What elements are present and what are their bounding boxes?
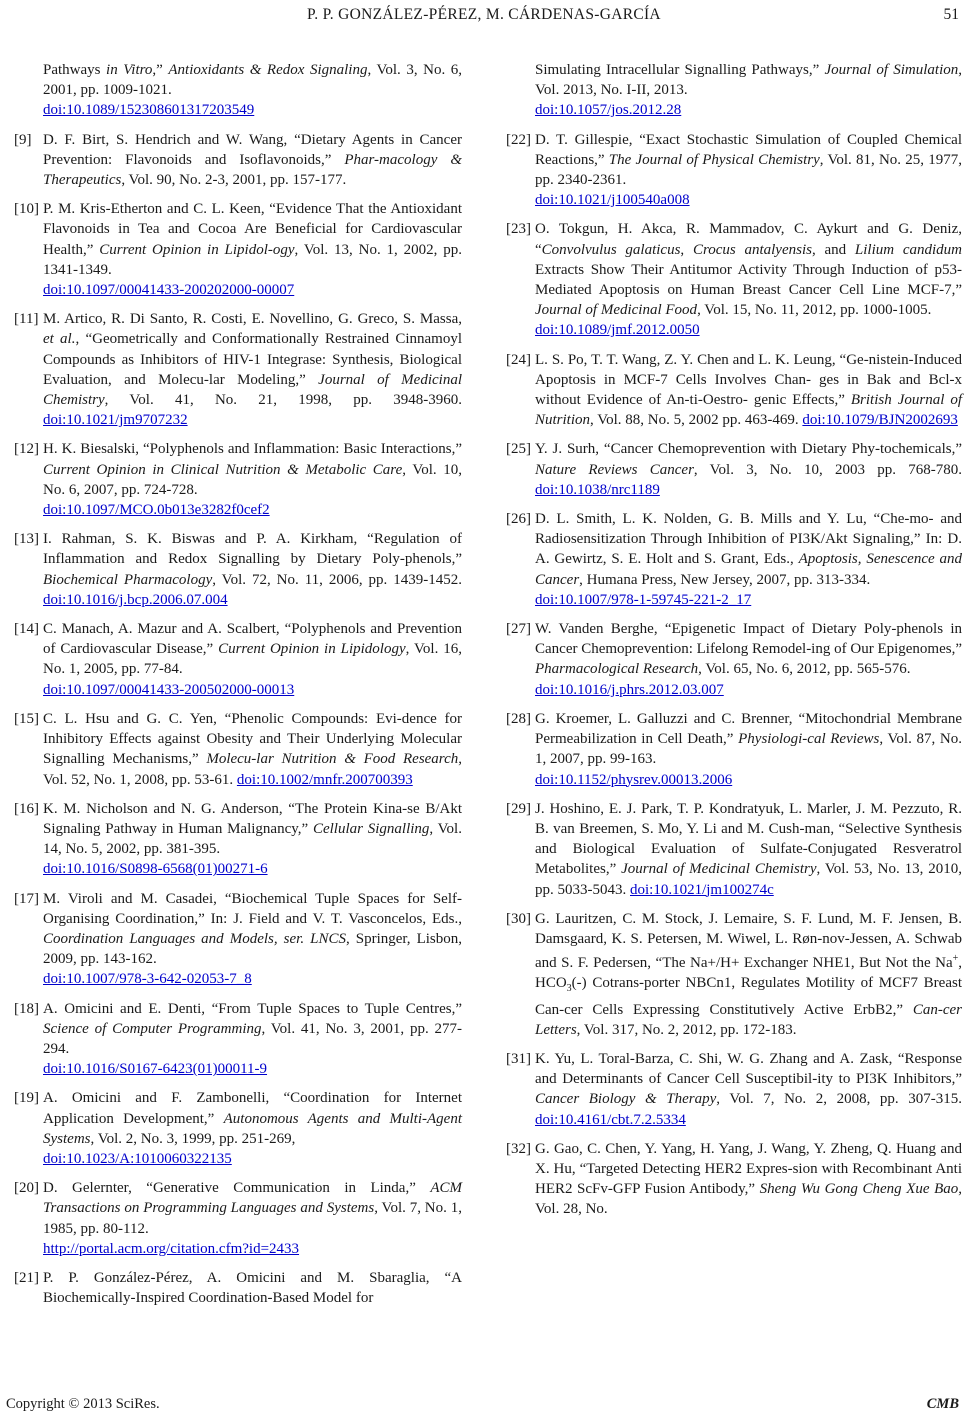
reference-item <box>506 1139 962 1220</box>
reference-number: [19] <box>14 1090 39 1107</box>
reference-number: [29] <box>506 800 531 817</box>
reference-item <box>506 619 962 700</box>
reference-number: [21] <box>14 1269 39 1286</box>
reference-number: [23] <box>506 221 531 238</box>
reference-item <box>14 309 462 430</box>
doi-link[interactable]: doi:10.1016/S0898-6568(01)00271-6 <box>43 861 268 878</box>
page-footer <box>6 1396 959 1416</box>
reference-text: P. M. Kris-Etherton and C. L. Keen, “Evidence That the Antioxidant Flavonoids in Tea and Cocoa Are Beneficial for Cardiovascular Health,” Current Opinion in Lipidol-ogy, Vol. 13, No. 1, 2002, pp. 1341-1349. doi:10.1097/00041433-200202000-00007 <box>43 199 462 300</box>
reference-number: [16] <box>14 800 39 817</box>
reference-text: D. F. Birt, S. Hendrich and W. Wang, “Dietary Agents in Cancer Prevention: Flavonoids and Isoflavonoids,” Phar-macology & Therapeutics, Vol. 90, No. 2-3, 2001, pp. 157-177. <box>43 131 462 189</box>
reference-continuation: Simulating Intracellular Signalling Pathways,” Journal of Simulation, Vol. 2013, No. I-II, 2013. doi:10.1057/jos.2012.28 <box>535 60 962 121</box>
header-authors: P. P. GONZÁLEZ-PÉREZ, M. CÁRDENAS-GARCÍA <box>307 6 661 23</box>
reference-text: W. Vanden Berghe, “Epigenetic Impact of Dietary Poly-phenols in Cancer Chemoprevention: Lifelong Remodel-ing of Our Epigenomes,” Pharmacological Research, Vol. 65, No. 6, 2012, pp. 565-576. doi:10.1016/j.phrs.2012.03.007 <box>535 619 962 700</box>
reference-item <box>14 1178 462 1259</box>
doi-link[interactable]: doi:10.1021/jm9707232 <box>43 412 188 429</box>
reference-item <box>506 509 962 610</box>
doi-link[interactable]: doi:10.1089/jmf.2012.0050 <box>535 322 700 339</box>
doi-link[interactable]: doi:10.1079/BJN2002693 <box>802 412 958 429</box>
reference-item <box>14 130 462 191</box>
reference-text: P. P. González-Pérez, A. Omicini and M. Sbaraglia, “A Biochemically-Inspired Coordination-Based Model for <box>43 1269 462 1307</box>
reference-continuation: Pathways in Vitro,” Antioxidants & Redox Signaling, Vol. 3, No. 6, 2001, pp. 1009-1021. doi:10.1089/152308601317203549 <box>43 60 462 121</box>
reference-item <box>14 619 462 700</box>
reference-text: A. Omicini and E. Denti, “From Tuple Spaces to Tuple Centres,” Science of Computer Programming, Vol. 41, No. 3, 2001, pp. 277-294. doi:10.1016/S0167-6423(01)00011-9 <box>43 999 462 1080</box>
reference-number: [10] <box>14 201 39 218</box>
reference-item <box>506 439 962 500</box>
reference-number: [24] <box>506 351 531 368</box>
reference-text: M. Artico, R. Di Santo, R. Costi, E. Novellino, G. Greco, S. Massa, et al., “Geometrically and Conformationally Restrained Cinnamoyl Compounds as Inhibitors of HIV-1 Integrase: Synthesis, Biological Evaluation, and Molecu-lar Modeling,” Journal of Medicinal Chemistry, Vol. 41, No. 21, 1998, pp. 3948-3960. doi:10.1021/jm9707232 <box>43 311 462 429</box>
reference-number: [18] <box>14 1000 39 1017</box>
doi-link[interactable]: doi:10.1016/j.bcp.2006.07.004 <box>43 591 228 608</box>
doi-link[interactable]: doi:10.1057/jos.2012.28 <box>535 102 682 119</box>
reference-text: M. Viroli and M. Casadei, “Biochemical Tuple Spaces for Self-Organising Coordination,” In: J. Field and V. T. Vasconcelos, Eds., Coordination Languages and Models, ser. LNCS, Springer, Lisbon, 2009, pp. 143-162. doi:10.1007/978-3-642-02053-7_8 <box>43 889 462 990</box>
reference-text: D. T. Gillespie, “Exact Stochastic Simulation of Coupled Chemical Reactions,” The Journal of Physical Chemistry, Vol. 81, No. 25, 1977, pp. 2340-2361. doi:10.1021/j100540a008 <box>535 130 962 211</box>
reference-text: D. Gelernter, “Generative Communication in Linda,” ACM Transactions on Programming Languages and Systems, Vol. 7, No. 1, 1985, pp. 80-112. http://portal.acm.org/citation.cfm?id=2433 <box>43 1178 462 1259</box>
doi-link[interactable]: doi:10.1016/j.phrs.2012.03.007 <box>535 681 724 698</box>
copyright-notice: Copyright © 2013 SciRes. <box>6 1396 160 1412</box>
reference-text: I. Rahman, S. K. Biswas and P. A. Kirkham, “Regulation of Inflammation and Redox Signalling by Dietary Poly-phenols,” Biochemical Pharmacology, Vol. 72, No. 11, 2006, pp. 1439-1452. doi:10.1016/j.bcp.2006.07.004 <box>43 531 462 608</box>
reference-item <box>14 439 462 520</box>
reference-number: [32] <box>506 1140 531 1157</box>
right-column <box>506 60 962 1229</box>
doi-link[interactable]: doi:10.1021/j100540a008 <box>535 192 690 209</box>
reference-number: [30] <box>506 910 531 927</box>
reference-number: [22] <box>506 131 531 148</box>
reference-number: [17] <box>14 890 39 907</box>
reference-text: O. Tokgun, H. Akca, R. Mammadov, C. Aykurt and G. Deniz, “Convolvulus galaticus, Crocus antalyensis, and Lilium candidum Extracts Show Their Antitumor Activity Through Induction of p53-Mediated Apoptosis on Human Breast Cancer Cell Line MCF-7,” Journal of Medicinal Food, Vol. 15, No. 11, 2012, pp. 1000-1005. doi:10.1089/jmf.2012.0050 <box>535 219 962 340</box>
reference-text: K. M. Nicholson and N. G. Anderson, “The Protein Kina-se B/Akt Signaling Pathway in Human Malignancy,” Cellular Signalling, Vol. 14, No. 5, 2002, pp. 381-395. doi:10.1016/S0898-6568(01)00271-6 <box>43 799 462 880</box>
doi-link[interactable]: doi:10.1097/00041433-200202000-00007 <box>43 282 295 299</box>
reference-item <box>506 709 962 790</box>
reference-item <box>506 1049 962 1130</box>
url-link[interactable]: http://portal.acm.org/citation.cfm?id=2433 <box>43 1240 300 1257</box>
doi-link[interactable]: doi:10.1021/jm100274c <box>630 881 774 898</box>
reference-number: [26] <box>506 511 531 528</box>
doi-link[interactable]: doi:10.1089/152308601317203549 <box>43 102 255 119</box>
reference-text: D. L. Smith, L. K. Nolden, G. B. Mills and Y. Lu, “Che-mo- and Radiosensitization Through Inhibition of PI3K/Akt Signaling,” In: D. A. Gewirtz, S. E. Holt and S. Grant, Eds., Apoptosis, Senescence and Cancer, Humana Press, New Jersey, 2007, pp. 313-334. doi:10.1007/978-1-59745-221-2_17 <box>535 509 962 610</box>
reference-item <box>506 130 962 211</box>
reference-item <box>506 219 962 340</box>
doi-link[interactable]: doi:10.1097/00041433-200502000-00013 <box>43 681 295 698</box>
reference-item <box>506 909 962 1040</box>
reference-text: J. Hoshino, E. J. Park, T. P. Kondratyuk, L. Marler, J. M. Pezzuto, R. B. van Breemen, S. Mo, Y. Li and M. Cush-man, “Selective Synthesis and Biological Evaluation of Sulfate-Conjugated Resveratrol Metabolites,” Journal of Medicinal Chemistry, Vol. 53, No. 13, 2010, pp. 5033-5043. doi:10.1021/jm100274c <box>535 800 962 898</box>
doi-link[interactable]: doi:10.1097/MCO.0b013e3282f0cef2 <box>43 502 270 519</box>
reference-text: G. Gao, C. Chen, Y. Yang, H. Yang, J. Wang, Y. Zheng, Q. Huang and X. Hu, “Targeted Detecting HER2 Expres-sion with Recombinant Anti HER2 ScFv-GFP Fusion Antibody,” Sheng Wu Gong Cheng Xue Bao, Vol. 28, No. <box>535 1140 962 1218</box>
reference-item <box>14 199 462 300</box>
reference-text: A. Omicini and F. Zambonelli, “Coordination for Internet Application Development,” Autonomous Agents and Multi-Agent Systems, Vol. 2, No. 3, 1999, pp. 251-269, doi:10.1023/A:1010060322135 <box>43 1088 462 1169</box>
doi-link[interactable]: doi:10.1023/A:1010060322135 <box>43 1150 232 1167</box>
reference-number: [12] <box>14 441 39 458</box>
doi-link[interactable]: doi:10.1016/S0167-6423(01)00011-9 <box>43 1061 268 1078</box>
reference-number: [31] <box>506 1050 531 1067</box>
reference-item <box>14 1268 462 1308</box>
reference-text: C. L. Hsu and G. C. Yen, “Phenolic Compounds: Evi-dence for Inhibitory Effects against Obesity and Their Underlying Molecular Signalling Mechanisms,” Molecu-lar Nutrition & Food Research, Vol. 52, No. 1, 2008, pp. 53-61. doi:10.1002/mnfr.200700393 <box>43 710 462 788</box>
reference-number: [14] <box>14 621 39 638</box>
reference-item <box>506 799 962 900</box>
reference-item <box>14 709 462 790</box>
reference-number: [20] <box>14 1180 39 1197</box>
page-number: 51 <box>943 6 959 23</box>
reference-number: [9] <box>14 131 32 148</box>
reference-number: [28] <box>506 710 531 727</box>
doi-link[interactable]: doi:10.4161/cbt.7.2.5334 <box>535 1111 686 1128</box>
reference-text: Y. J. Surh, “Cancer Chemoprevention with Dietary Phy-tochemicals,” Nature Reviews Cancer, Vol. 3, No. 10, 2003 pp. 768-780. doi:10.1038/nrc1189 <box>535 441 962 498</box>
reference-text: G. Kroemer, L. Galluzzi and C. Brenner, “Mitochondrial Membrane Permeabilization in Cell Death,” Physiologi-cal Reviews, Vol. 87, No. 1, 2007, pp. 99-163. doi:10.1152/physrev.00013.2006 <box>535 709 962 790</box>
reference-item <box>14 999 462 1080</box>
reference-number: [11] <box>14 311 39 328</box>
doi-link[interactable]: doi:10.1002/mnfr.200700393 <box>236 771 413 788</box>
reference-number: [15] <box>14 710 39 727</box>
left-column <box>14 60 462 1317</box>
running-header <box>0 6 968 28</box>
reference-item <box>14 529 462 610</box>
reference-text: G. Lauritzen, C. M. Stock, J. Lemaire, S. F. Lund, M. F. Jensen, B. Damsgaard, K. S. Petersen, M. Wiwel, L. Røn-nov-Jessen, A. Schwab and S. F. Pedersen, “The Na+/H+ Exchanger NHE1, But Not the Na+, $HCO_3(-)$ Cotrans-porter NBCn1, Regulates Motility of MCF7 Breast Can-cer Cells Expressing Constitutively Active ErbB2,” Can-cer Letters, Vol. 317, No. 2, 2012, pp. 172-183. <box>535 910 962 1038</box>
reference-number: [25] <box>506 441 531 458</box>
reference-text: K. Yu, L. Toral-Barza, C. Shi, W. G. Zhang and A. Zask, “Response and Determinants of Cancer Cell Susceptibil-ity to PI3K Inhibitors,” Cancer Biology & Therapy, Vol. 7, No. 2, 2008, pp. 307-315. doi:10.4161/cbt.7.2.5334 <box>535 1050 962 1128</box>
doi-link[interactable]: doi:10.1152/physrev.00013.2006 <box>535 771 733 788</box>
reference-text: L. S. Po, T. T. Wang, Z. Y. Chen and L. K. Leung, “Ge-nistein-Induced Apoptosis in MCF-7 Cells Involves Chan- ges in Bak and Bcl-x without Evidence of An-ti-Oestro- genic Effects,” British Journal of Nutrition, Vol. 88, No. 5, 2002 pp. 463-469. doi:10.1079/BJN2002693 <box>535 351 963 429</box>
reference-item <box>506 350 962 431</box>
reference-number: [13] <box>14 531 39 548</box>
doi-link[interactable]: doi:10.1007/978-1-59745-221-2_17 <box>535 591 752 608</box>
journal-abbreviation: CMB <box>926 1396 959 1412</box>
reference-text: H. K. Biesalski, “Polyphenols and Inflammation: Basic Interactions,” Current Opinion in Clinical Nutrition & Metabolic Care, Vol. 10, No. 6, 2007, pp. 724-728. doi:10.1097/MCO.0b013e3282f0cef2 <box>43 439 462 520</box>
doi-link[interactable]: doi:10.1038/nrc1189 <box>535 481 660 498</box>
doi-link[interactable]: doi:10.1007/978-3-642-02053-7_8 <box>43 971 252 988</box>
reference-number: [27] <box>506 621 531 638</box>
reference-item <box>14 1088 462 1169</box>
reference-item <box>14 889 462 990</box>
reference-text: C. Manach, A. Mazur and A. Scalbert, “Polyphenols and Prevention of Cardiovascular Disease,” Current Opinion in Lipidology, Vol. 16, No. 1, 2005, pp. 77-84. doi:10.1097/00041433-200502000-00013 <box>43 619 462 700</box>
reference-item <box>14 799 462 880</box>
